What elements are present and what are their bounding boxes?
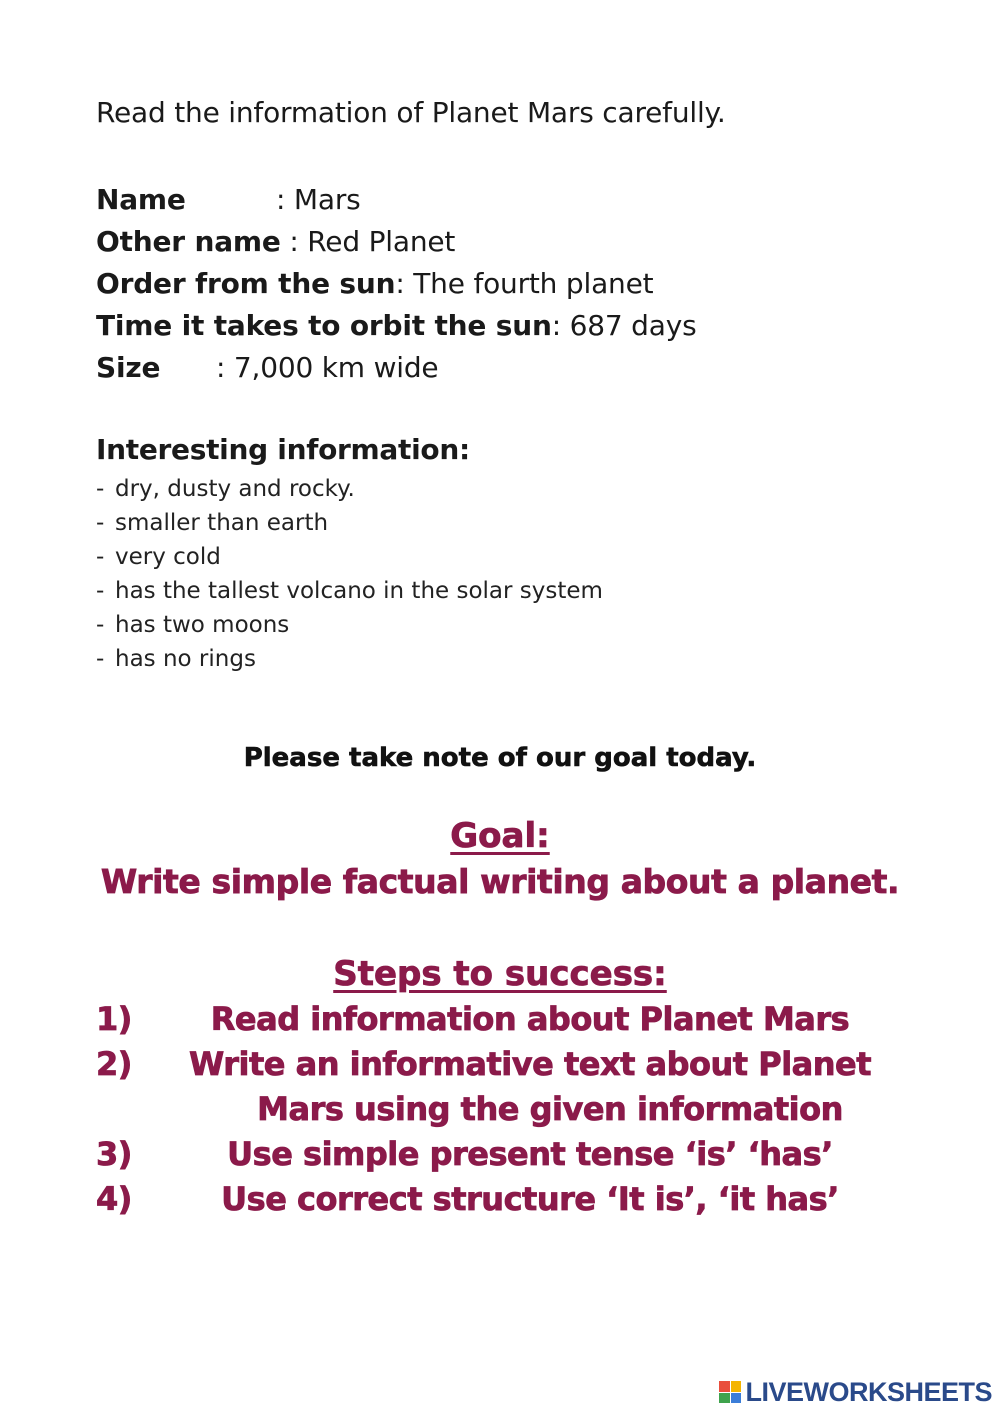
fact-orbit xyxy=(96,308,696,344)
step-number: 3) xyxy=(96,1135,132,1173)
list-item: - smaller than earth xyxy=(96,510,329,536)
fact-label: Time it takes to orbit the sun xyxy=(96,309,552,342)
step-text: Mars using the given information xyxy=(257,1090,843,1128)
fact-value: : Mars xyxy=(276,183,361,216)
list-item: - dry, dusty and rocky. xyxy=(96,476,355,502)
interesting-list xyxy=(96,474,603,678)
list-item: - very cold xyxy=(96,544,221,570)
fact-label: Other name xyxy=(96,225,281,258)
fact-value: : The fourth planet xyxy=(395,267,654,300)
fact-label: Name xyxy=(96,183,186,216)
step-number: 2) xyxy=(96,1045,132,1083)
note-text: Please take note of our goal today. xyxy=(243,743,757,773)
list-item: - has two moons xyxy=(96,612,290,638)
fact-value: : 687 days xyxy=(551,309,697,342)
fact-label: Order from the sun xyxy=(96,267,396,300)
fact-value: : 7,000 km wide xyxy=(216,351,439,384)
fact-value: : Red Planet xyxy=(280,225,456,258)
step-text: Write an informative text about Planet xyxy=(188,1045,872,1083)
fact-size xyxy=(96,350,438,386)
step-text: Read information about Planet Mars xyxy=(210,1000,850,1038)
fact-other-name xyxy=(96,224,455,260)
list-item: - has no rings xyxy=(96,646,256,672)
list-item: - has the tallest volcano in the solar system xyxy=(96,578,603,604)
goal-label: Goal: xyxy=(450,816,550,856)
liveworksheets-brand[interactable] xyxy=(719,1377,992,1407)
step-number: 4) xyxy=(96,1180,132,1218)
step-text: Use simple present tense ‘is’ ‘has’ xyxy=(227,1135,833,1173)
brand-text: LIVEWORKSHEETS xyxy=(745,1376,992,1407)
steps-label: Steps to success: xyxy=(333,954,667,994)
fact-order xyxy=(96,266,653,302)
step-text: Use correct structure ‘It is’, ‘it has’ xyxy=(221,1180,839,1218)
fact-name xyxy=(96,182,361,218)
step-number: 1) xyxy=(96,1000,132,1038)
goal-text: Write simple factual writing about a planet. xyxy=(100,862,900,901)
intro-text: Read the information of Planet Mars carefully. xyxy=(96,96,726,129)
liveworksheets-logo-icon xyxy=(719,1381,741,1403)
fact-label: Size xyxy=(96,351,161,384)
interesting-title: Interesting information: xyxy=(96,433,470,466)
